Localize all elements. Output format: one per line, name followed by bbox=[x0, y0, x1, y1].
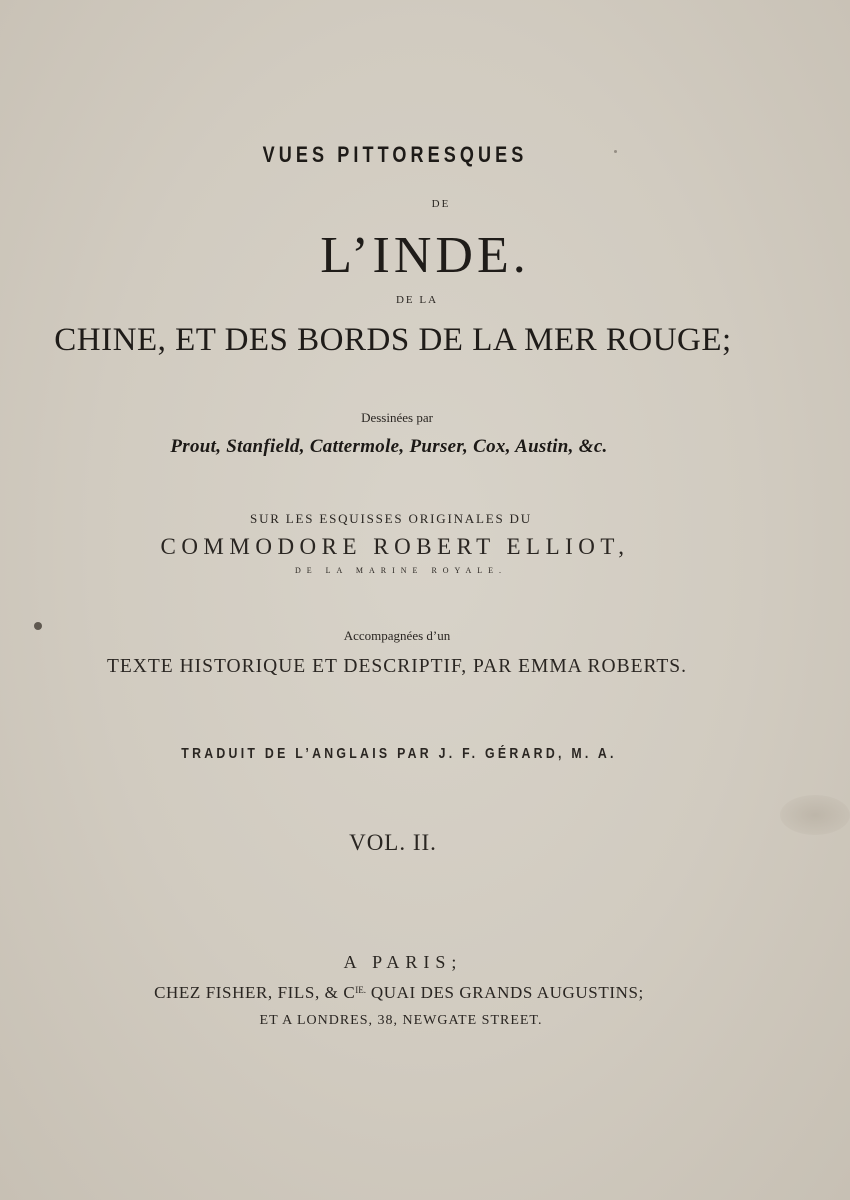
artists-list: Prout, Stanfield, Cattermole, Purser, Cox, Austin, &c. bbox=[170, 436, 608, 457]
paper-blemish bbox=[34, 622, 42, 630]
paper-stain bbox=[780, 795, 850, 835]
connector-de: DE bbox=[431, 198, 451, 210]
accompanied-label: Accompagnées d’un bbox=[343, 628, 451, 643]
series-title: VUES PITTORESQUES bbox=[262, 142, 528, 167]
commodore-name: COMMODORE ROBERT ELLIOT, bbox=[160, 534, 630, 559]
volume-number: VOL. II. bbox=[349, 830, 437, 855]
london-address: ET A LONDRES, 38, NEWGATE STREET. bbox=[259, 1013, 543, 1028]
place-of-publication: A PARIS; bbox=[343, 952, 463, 972]
publisher-line bbox=[0, 983, 824, 1003]
connector-de-la: DE LA bbox=[395, 294, 439, 306]
publisher-company-superscript: IE. bbox=[355, 985, 367, 995]
publisher-address: QUAI DES GRANDS AUGUSTINS; bbox=[366, 983, 644, 1002]
subtitle: CHINE, ET DES BORDS DE LA MER ROUGE; bbox=[54, 322, 732, 358]
drawn-by-label: Dessinées par bbox=[361, 410, 433, 425]
sketches-label: SUR LES ESQUISSES ORIGINALES DU bbox=[250, 511, 532, 526]
translator-line: TRADUIT DE L’ANGLAIS PAR J. F. GÉRARD, M. A. bbox=[181, 745, 617, 762]
text-author: TEXTE HISTORIQUE ET DESCRIPTIF, PAR EMMA ROBERTS. bbox=[106, 656, 688, 677]
main-title: L’INDE. bbox=[320, 227, 530, 284]
paper-speck bbox=[614, 150, 617, 153]
navy-line: DE LA MARINE ROYALE. bbox=[295, 566, 507, 575]
publisher-name: CHEZ FISHER, FILS, & C bbox=[154, 983, 356, 1002]
